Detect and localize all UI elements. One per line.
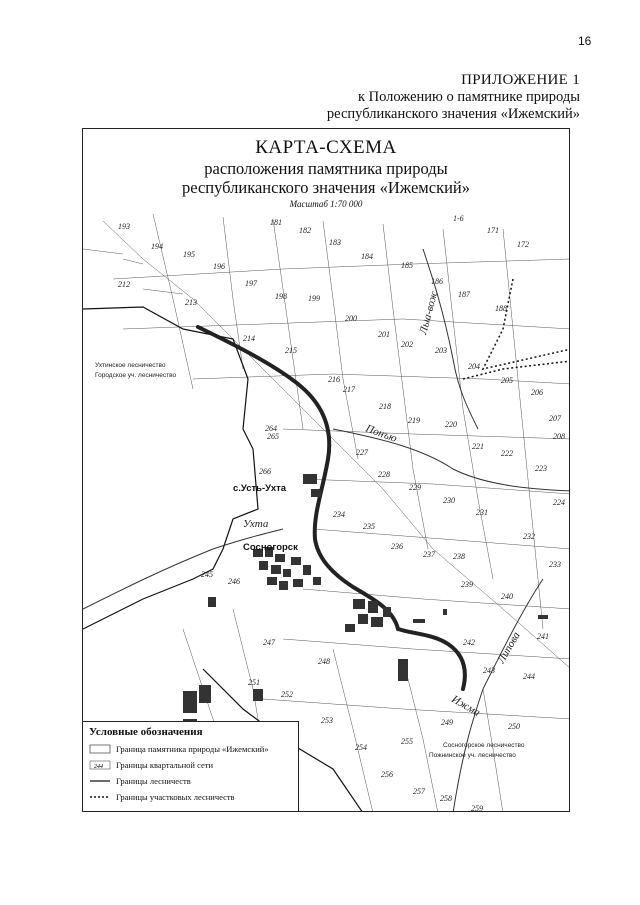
svg-text:183: 183 [329, 238, 341, 247]
forestry-label-ukhta-1: Ухтинское лесничество [95, 362, 166, 369]
subforestry-line-swatch [89, 792, 111, 802]
appendix-header [327, 72, 580, 123]
svg-text:245: 245 [201, 570, 213, 579]
svg-text:186: 186 [431, 277, 443, 286]
place-ust-ukhta: с.Усть-Ухта [233, 483, 287, 494]
svg-text:235: 235 [363, 522, 375, 531]
svg-text:195: 195 [183, 250, 195, 259]
svg-text:218: 218 [379, 402, 391, 411]
svg-text:247: 247 [263, 638, 275, 647]
svg-text:199: 199 [308, 294, 320, 303]
svg-text:256: 256 [381, 770, 393, 779]
monument-boundary-swatch [89, 744, 111, 754]
svg-text:244: 244 [94, 764, 103, 770]
legend-item-subforestry: Границы участковых лесничеств [89, 789, 292, 805]
svg-text:238: 238 [453, 552, 465, 561]
svg-text:194: 194 [151, 242, 163, 251]
svg-text:239: 239 [461, 580, 473, 589]
map-title: КАРТА-СХЕМА [255, 137, 397, 158]
svg-text:258: 258 [440, 794, 452, 803]
svg-text:181: 181 [270, 218, 282, 227]
svg-text:232: 232 [523, 532, 535, 541]
svg-text:224: 224 [553, 498, 565, 507]
svg-text:207: 207 [549, 414, 561, 423]
forestry-line-swatch [89, 776, 111, 786]
svg-text:214: 214 [243, 334, 255, 343]
svg-text:246: 246 [228, 577, 240, 586]
legend-item-forestry: Границы лесничеств [89, 773, 292, 789]
svg-text:265: 265 [267, 432, 279, 441]
svg-text:203: 203 [435, 346, 447, 355]
river-lyaga [423, 249, 478, 429]
map-title-block [83, 137, 569, 209]
page-number: 16 [578, 34, 592, 48]
river-lyaga-label: Лыа-вож [417, 290, 441, 336]
forestry-label-sosn-2: Пожнинское уч. лесничество [429, 752, 516, 759]
svg-text:208: 208 [553, 432, 565, 441]
svg-text:251: 251 [248, 678, 260, 687]
svg-text:188: 188 [495, 304, 507, 313]
svg-text:222: 222 [501, 449, 513, 458]
svg-text:227: 227 [356, 448, 368, 457]
svg-text:241: 241 [537, 632, 549, 641]
svg-text:187: 187 [458, 290, 470, 299]
forestry-label-ukhta-2: Городское уч. лесничество [95, 372, 177, 379]
svg-text:244: 244 [523, 672, 535, 681]
map-frame [82, 128, 570, 812]
svg-text:248: 248 [318, 657, 330, 666]
svg-text:264: 264 [265, 424, 277, 433]
svg-text:254: 254 [355, 743, 367, 752]
svg-text:257: 257 [413, 787, 425, 796]
river-izhma-label: Ижма [449, 693, 483, 719]
legend-title: Условные обозначения [89, 726, 203, 738]
legend-item-quarters: 244 Границы квартальной сети [89, 757, 292, 773]
forestry-label-sosn-1: Сосногорское лесничество [443, 742, 525, 749]
svg-text:213: 213 [185, 298, 197, 307]
svg-text:240: 240 [501, 592, 513, 601]
svg-text:259: 259 [471, 804, 483, 813]
svg-text:201: 201 [378, 330, 390, 339]
svg-text:221: 221 [472, 442, 484, 451]
svg-text:1-6: 1-6 [453, 214, 464, 223]
svg-text:212: 212 [118, 280, 130, 289]
svg-text:223: 223 [535, 464, 547, 473]
place-sosnogorsk: Сосногорск [243, 542, 298, 553]
appendix-title: ПРИЛОЖЕНИЕ 1 [461, 72, 580, 88]
svg-text:220: 220 [445, 420, 457, 429]
svg-text:216: 216 [328, 375, 340, 384]
svg-text:184: 184 [361, 252, 373, 261]
svg-text:219: 219 [408, 416, 420, 425]
settlement-blocks [183, 474, 548, 729]
svg-text:242: 242 [463, 638, 475, 647]
svg-text:250: 250 [508, 722, 520, 731]
svg-text:231: 231 [476, 508, 488, 517]
svg-text:206: 206 [531, 388, 543, 397]
legend-item-monument: Граница памятника природы «Ижемский» [89, 741, 292, 757]
svg-text:249: 249 [441, 718, 453, 727]
subforestry-boundary [483, 279, 570, 369]
svg-text:197: 197 [245, 279, 257, 288]
river-lipova-label: Липова [495, 629, 523, 666]
svg-text:193: 193 [118, 222, 130, 231]
legend [83, 721, 299, 812]
svg-text:205: 205 [501, 376, 513, 385]
svg-text:243: 243 [483, 666, 495, 675]
svg-text:230: 230 [443, 496, 455, 505]
svg-text:182: 182 [299, 226, 311, 235]
map-subtitle-1: расположения памятника природы [204, 159, 448, 178]
svg-text:252: 252 [281, 690, 293, 699]
river-lipova [453, 579, 543, 812]
quarter-grid-swatch [89, 760, 111, 770]
river-ukhta [83, 529, 283, 609]
svg-text:228: 228 [378, 470, 390, 479]
svg-text:204: 204 [468, 362, 480, 371]
svg-text:233: 233 [549, 560, 561, 569]
svg-text:171: 171 [487, 226, 499, 235]
svg-text:202: 202 [401, 340, 413, 349]
river-ukhta-label: Ухта [243, 518, 269, 530]
svg-text:200: 200 [345, 314, 357, 323]
svg-text:236: 236 [391, 542, 403, 551]
river-ponyu-label: Понъю [363, 422, 399, 445]
svg-text:217: 217 [343, 385, 355, 394]
svg-text:196: 196 [213, 262, 225, 271]
map-subtitle-2: республиканского значения «Ижемский» [182, 178, 470, 197]
svg-text:172: 172 [517, 240, 529, 249]
svg-text:266: 266 [259, 467, 271, 476]
svg-text:255: 255 [401, 737, 413, 746]
appendix-line-1: к Положению о памятнике природы [357, 89, 580, 105]
map-scale: Масштаб 1:70 000 [289, 199, 363, 209]
svg-text:237: 237 [423, 550, 435, 559]
svg-text:198: 198 [275, 292, 287, 301]
map-canvas [83, 129, 570, 812]
svg-text:185: 185 [401, 261, 413, 270]
svg-text:253: 253 [321, 716, 333, 725]
appendix-line-2: республиканского значения «Ижемский» [326, 106, 580, 122]
svg-text:215: 215 [285, 346, 297, 355]
svg-text:234: 234 [333, 510, 345, 519]
svg-text:229: 229 [409, 483, 421, 492]
